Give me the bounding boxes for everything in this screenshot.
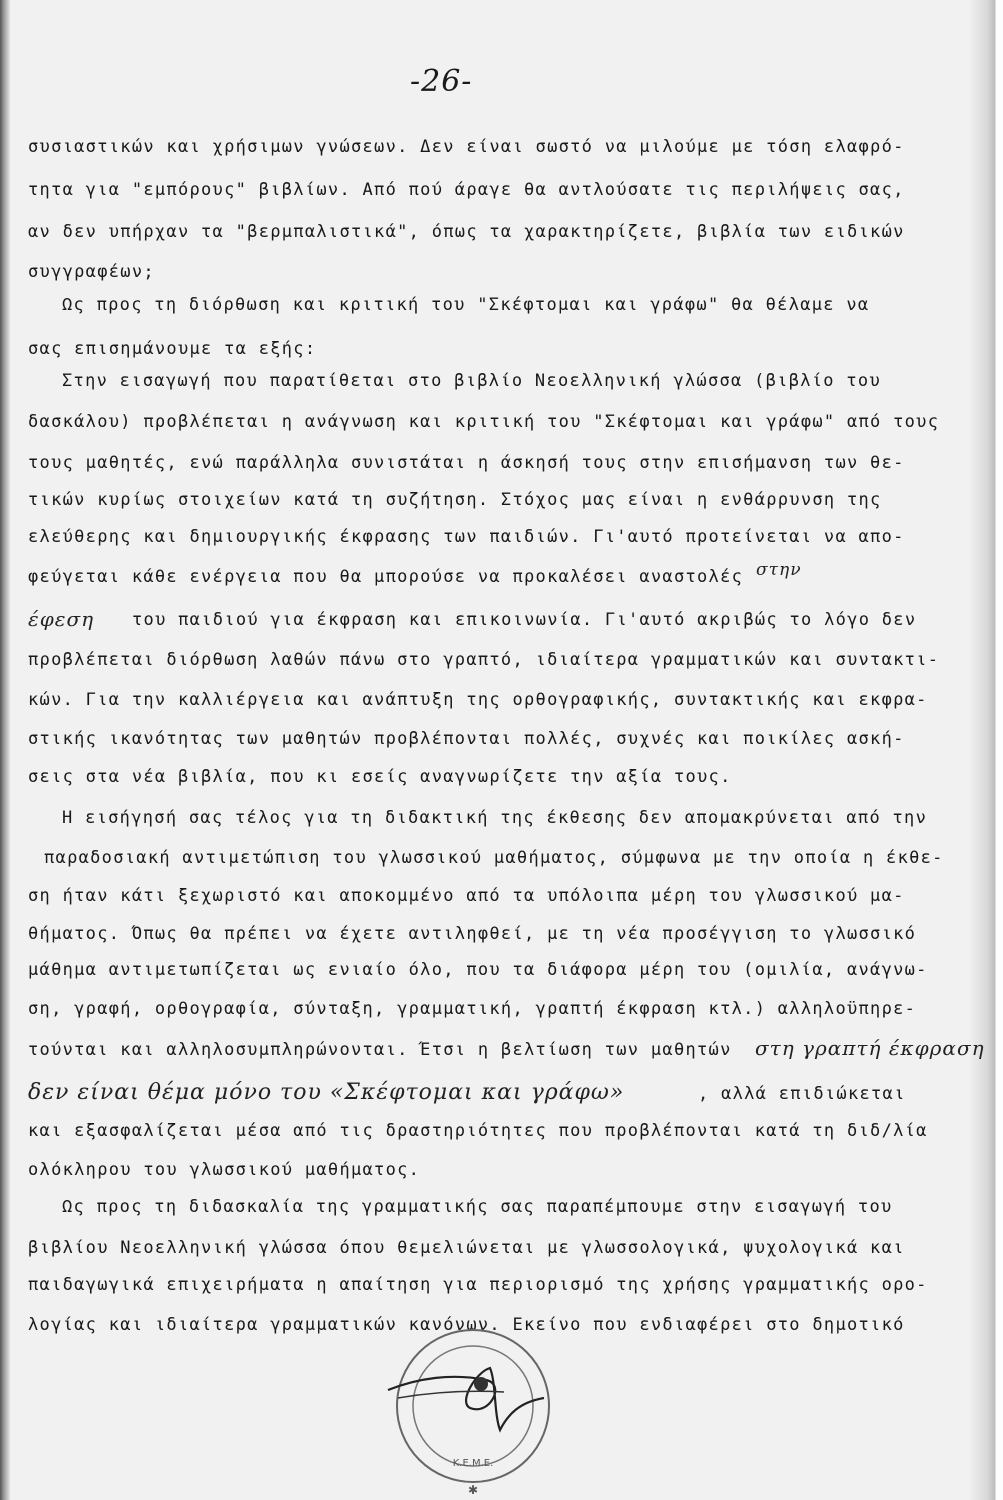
text-line: , αλλά επιδιώκεται	[698, 1084, 906, 1104]
handwritten-insert: στη γραπτή έκφραση	[755, 1036, 985, 1060]
text-line: και εξασφαλίζεται μέσα από τις δραστηριότητες που προβλέπονται κατά τη διδ/λία	[28, 1121, 928, 1141]
text-line: ελεύθερης και δημιουργικής έκφρασης των παιδιών. Γι'αυτό προτείνεται να απο-	[28, 527, 905, 547]
text-line: ση ήταν κάτι ξεχωριστό και αποκομμένο από τα υπόλοιπα μέρη του γλωσσικού μα-	[28, 886, 905, 906]
page-number: -26-	[410, 64, 473, 99]
text-line: σας επισημάνουμε τα εξής:	[28, 339, 317, 359]
page-left-edge	[0, 0, 10, 1500]
text-line: ση, γραφή, ορθογραφία, σύνταξη, γραμματική, γραπτή έκφραση κτλ.) αλληλοϋπηρε-	[28, 999, 917, 1019]
text-line: στικής ικανότητας των μαθητών προβλέπονται πολλές, συχνές και ποικίλες ασκή-	[28, 729, 905, 749]
text-line: δασκάλου) προβλέπεται η ανάγνωση και κριτική του "Σκέφτομαι και γράφω" από τους	[28, 412, 940, 432]
official-stamp	[378, 1318, 568, 1498]
text-line: Ως προς τη διόρθωση και κριτική του "Σκέφτομαι και γράφω" θα θέλαμε να	[62, 295, 870, 315]
stamp-inner-ring	[413, 1346, 533, 1466]
text-line: του παιδιού για έκφραση και επικοινωνία. Γι'αυτό ακριβώς το λόγο δεν	[132, 610, 917, 630]
text-line: θήματος. Όπως θα πρέπει να έχετε αντιληφθεί, με τη νέα προσέγγιση το γλωσσικό	[28, 924, 917, 944]
stamp-star-icon: ✱	[467, 1483, 479, 1497]
text-line: μάθημα αντιμετωπίζεται ως ενιαίο όλο, που τα διάφορα μέρη του (ομιλία, ανάγνω-	[28, 960, 928, 980]
signature-mark	[388, 1368, 544, 1430]
handwritten-insert: έφεση	[28, 607, 95, 631]
text-line: αν δεν υπήρχαν τα "βερμπαλιστικά", όπως τα χαρακτηρίζετε, βιβλία των ειδικών	[28, 222, 905, 242]
text-line: κών. Για την καλλιέργεια και ανάπτυξη της ορθογραφικής, συντακτικής και εκφρα-	[28, 690, 928, 710]
handwritten-insert: δεν είναι θέμα μόνο του «Σκέφτομαι και γράφω»	[28, 1080, 625, 1105]
page-right-edge	[969, 0, 1003, 1500]
text-line: σεις στα νέα βιβλία, που κι εσείς αναγνωρίζετε την αξία τους.	[28, 767, 732, 787]
text-line: φεύγεται κάθε ενέργεια που θα μπορούσε να προκαλέσει αναστολές	[28, 567, 744, 587]
stamp-center-mark	[474, 1377, 488, 1391]
text-line: παιδαγωγικά επιχειρήματα η απαίτηση για περιορισμό της χρήσης γραμματικής ορο-	[28, 1275, 928, 1295]
text-line: τητα για "εμπόρους" βιβλίων. Από πού άραγε θα αντλούσατε τις περιλήψεις σας,	[28, 180, 905, 200]
text-line: τούνται και αλληλοσυμπληρώνονται. Έτσι η βελτίωση των μαθητών	[28, 1040, 732, 1060]
text-line: συγγραφέων;	[28, 262, 155, 282]
text-line: συσιαστικών και χρήσιμων γνώσεων. Δεν είναι σωστό να μιλούμε με τόση ελαφρό-	[28, 137, 905, 157]
text-line: προβλέπεται διόρθωση λαθών πάνω στο γραπτό, ιδιαίτερα γραμματικών και συντακτι-	[28, 650, 940, 670]
text-line: Η εισήγησή σας τέλος για τη διδακτική της έκθεσης δεν απομακρύνεται από την	[62, 808, 928, 828]
stamp-center-text: Κ.Ε.Μ.Ε.	[452, 1458, 494, 1469]
text-line: παραδοσιακή αντιμετώπιση του γλωσσικού μαθήματος, σύμφωνα με την οποία η έκθε-	[44, 848, 944, 868]
text-line: τικών κυρίως στοιχείων κατά τη συζήτηση. Στόχος μας είναι η ενθάρρυνση της	[28, 490, 882, 510]
text-line: τους μαθητές, ενώ παράλληλα συνιστάται η άσκησή τους στην επισήμανση των θε-	[28, 453, 905, 473]
text-line: Στην εισαγωγή που παρατίθεται στο βιβλίο Νεοελληνική γλώσσα (βιβλίο του	[62, 371, 881, 391]
text-line: βιβλίου Νεοελληνική γλώσσα όπου θεμελιώνεται με γλωσσολογικά, ψυχολογικά και	[28, 1238, 905, 1258]
text-line: λογίας και ιδιαίτερα γραμματικών κανόνων. Εκείνο που ενδιαφέρει στο δημοτικό	[28, 1315, 905, 1335]
text-line: ολόκληρου του γλωσσικού μαθήματος.	[28, 1160, 421, 1180]
handwritten-insert: στην	[756, 560, 802, 580]
text-line: Ως προς τη διδασκαλία της γραμματικής σας παραπέμπουμε στην εισαγωγή του	[62, 1197, 893, 1217]
